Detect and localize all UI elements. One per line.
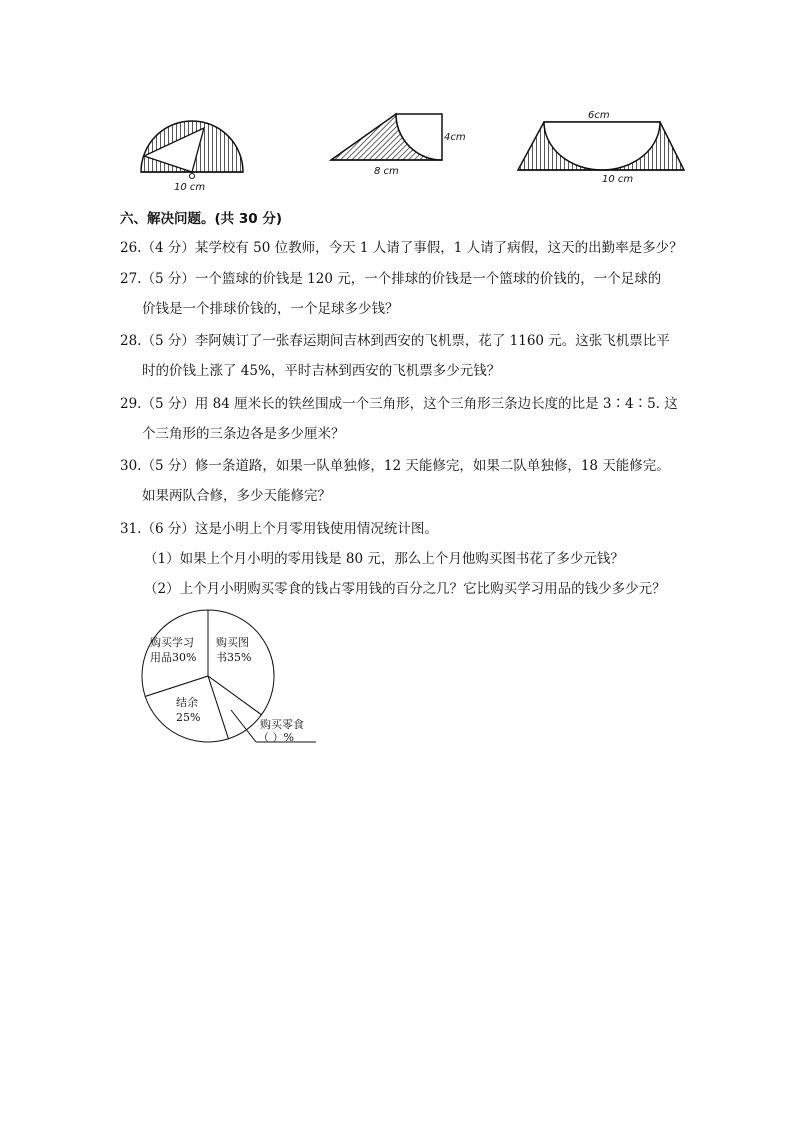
- question-line: 时的价钱上涨了 45%，平时吉林到西安的飞机票多少元钱？: [142, 363, 501, 379]
- subquestion-2: （2）上个月小明购买零食的钱占零用钱的百分之几？它比购买学习用品的钱少多少元？: [144, 581, 666, 597]
- pie-label-snack-2: （ ）%: [258, 731, 294, 744]
- pie-label-balance-1: 结余: [176, 696, 198, 709]
- question-line: 27.（5 分）一个篮球的价钱是 120 元，一个排球的价钱是一个篮球的价钱的，一个足球的: [120, 271, 662, 287]
- question-line: 价钱是一个排球价钱的，一个足球多少钱？: [142, 301, 399, 317]
- pie-label-snack-1: 购买零食: [260, 718, 304, 731]
- question-line: 28.（5 分）李阿姨订了一张春运期间吉林到西安的飞机票，花了 1160 元。这张飞机票比平: [120, 333, 670, 349]
- trapezoid-top-label: 6cm: [588, 110, 610, 121]
- trapezoid-bottom-label: 10 cm: [602, 174, 634, 185]
- question-line: 26.（4 分）某学校有 50 位教师，今天 1 人请了事假，1 人请了病假，这天的出勤率是多少？: [120, 240, 683, 256]
- pie-label-study-1: 购买学习: [150, 636, 194, 649]
- section-title: 六、解决问题。(共 30 分): [120, 211, 283, 227]
- pie-label-books-2: 书35%: [216, 651, 252, 664]
- question-line: 如果两队合修，多少天能修完？: [142, 488, 331, 504]
- subquestion-1: （1）如果上个月小明的零用钱是 80 元，那么上个月他购买图书花了多少元钱？: [144, 551, 624, 567]
- question-26: [120, 233, 683, 263]
- pie-chart: [136, 606, 336, 752]
- semicircle-figure: [136, 118, 248, 194]
- question-27: [120, 264, 680, 324]
- pie-slices: [142, 610, 274, 742]
- question-28: [120, 326, 680, 386]
- question-29: [120, 389, 680, 449]
- triangle-figure: [326, 106, 476, 176]
- trapezoid-figure: [512, 104, 694, 186]
- question-31: [120, 514, 680, 604]
- question-line: 31.（6 分）这是小明上个月零用钱使用情况统计图。: [120, 521, 438, 537]
- pie-label-books-1: 购买图: [216, 636, 249, 649]
- triangle-base-label: 8 cm: [374, 166, 399, 176]
- pie-label-study-2: 用品30%: [150, 651, 197, 664]
- question-line: 29.（5 分）用 84 厘米长的铁丝围成一个三角形，这个三角形三条边长度的比是 3∶4∶5. 这: [120, 396, 678, 412]
- question-line: 个三角形的三条边各是多少厘米？: [142, 426, 345, 442]
- question-line: 30.（5 分）修一条道路，如果一队单独修，12 天能修完，如果二队单独修，18 天能修完。: [120, 458, 670, 474]
- pie-label-balance-2: 25%: [176, 711, 201, 724]
- triangle-height-label: 4cm: [444, 132, 466, 143]
- question-30: [120, 451, 680, 511]
- semicircle-label: 10 cm: [174, 182, 206, 193]
